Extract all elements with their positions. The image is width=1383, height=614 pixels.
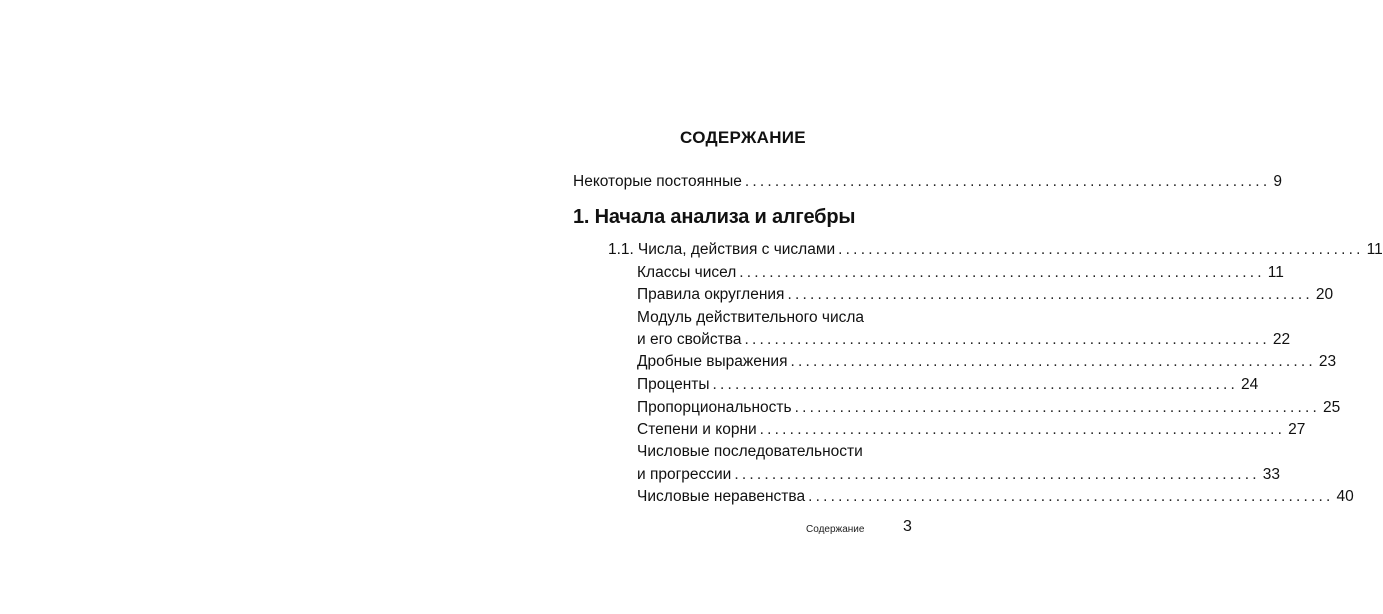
toc-entry-label: Дробные выражения <box>637 353 788 370</box>
toc-leader-dots: ...................................................................... <box>759 421 1286 438</box>
toc-leader-dots: ...................................................................... <box>838 241 1364 258</box>
toc-entry-inequalities <box>637 487 1354 507</box>
toc-entry-page: 20 <box>1315 286 1334 303</box>
toc-entry-powers-roots <box>637 420 1306 440</box>
toc-entry-label: Степени и корни <box>637 421 757 438</box>
toc-leader-dots: ...................................................................... <box>744 331 1270 348</box>
toc-entry-label: Классы чисел <box>637 264 737 281</box>
toc-entry-constants <box>573 172 1282 192</box>
toc-entry-number-classes <box>637 263 1284 283</box>
toc-entry-page: 9 <box>1273 173 1282 190</box>
toc-entry-label-line1: Числовые последовательности <box>637 443 863 460</box>
toc-entry-rounding-rules <box>637 285 1334 305</box>
toc-entry-percent <box>637 375 1259 395</box>
toc-entry-label: Правила округления <box>637 286 785 303</box>
toc-entry-page: 40 <box>1336 488 1354 505</box>
toc-entry-fractions <box>637 352 1337 372</box>
toc-entry-page: 27 <box>1288 421 1306 438</box>
toc-entry-sequences <box>637 465 1281 485</box>
page-number: 3 <box>903 518 912 535</box>
toc-leader-dots: ...................................................................... <box>744 173 1271 190</box>
toc-leader-dots: ...................................................................... <box>808 488 1334 505</box>
toc-section-1-1 <box>608 240 1383 260</box>
toc-entry-page: 23 <box>1318 353 1337 370</box>
toc-entry-page: 22 <box>1272 331 1291 348</box>
toc-entry-page: 11 <box>1366 241 1383 258</box>
toc-leader-dots: ...................................................................... <box>794 399 1321 416</box>
toc-entry-absolute-value <box>637 330 1291 350</box>
toc-leader-dots: ...................................................................... <box>790 353 1316 370</box>
toc-entry-page: 33 <box>1262 466 1281 483</box>
toc-entry-proportionality <box>637 398 1341 418</box>
toc-entry-label: Некоторые постоянные <box>573 173 742 190</box>
chapter-heading: 1. Начала анализа и алгебры <box>573 206 856 228</box>
toc-entry-label: Числовые неравенства <box>637 488 806 505</box>
toc-leader-dots: ...................................................................... <box>712 376 1238 393</box>
toc-entry-label: Числа, действия с числами <box>637 241 836 258</box>
toc-section-number: 1.1. <box>608 241 634 258</box>
toc-entry-label: Проценты <box>637 376 710 393</box>
toc-entry-label: и прогрессии <box>637 466 732 483</box>
toc-entry-page: 11 <box>1267 264 1284 281</box>
toc-entry-page: 24 <box>1240 376 1259 393</box>
toc-leader-dots: ...................................................................... <box>787 286 1313 303</box>
toc-leader-dots: ...................................................................... <box>739 264 1265 281</box>
page-title: СОДЕРЖАНИЕ <box>680 128 806 147</box>
running-footer-title: Содержание <box>806 524 865 535</box>
toc-entry-page: 25 <box>1323 399 1341 416</box>
toc-entry-label-line1: Модуль действительного числа <box>637 309 865 326</box>
toc-leader-dots: ...................................................................... <box>734 466 1260 483</box>
toc-entry-label: и его свойства <box>637 331 742 348</box>
toc-entry-label: Пропорциональность <box>637 399 792 416</box>
